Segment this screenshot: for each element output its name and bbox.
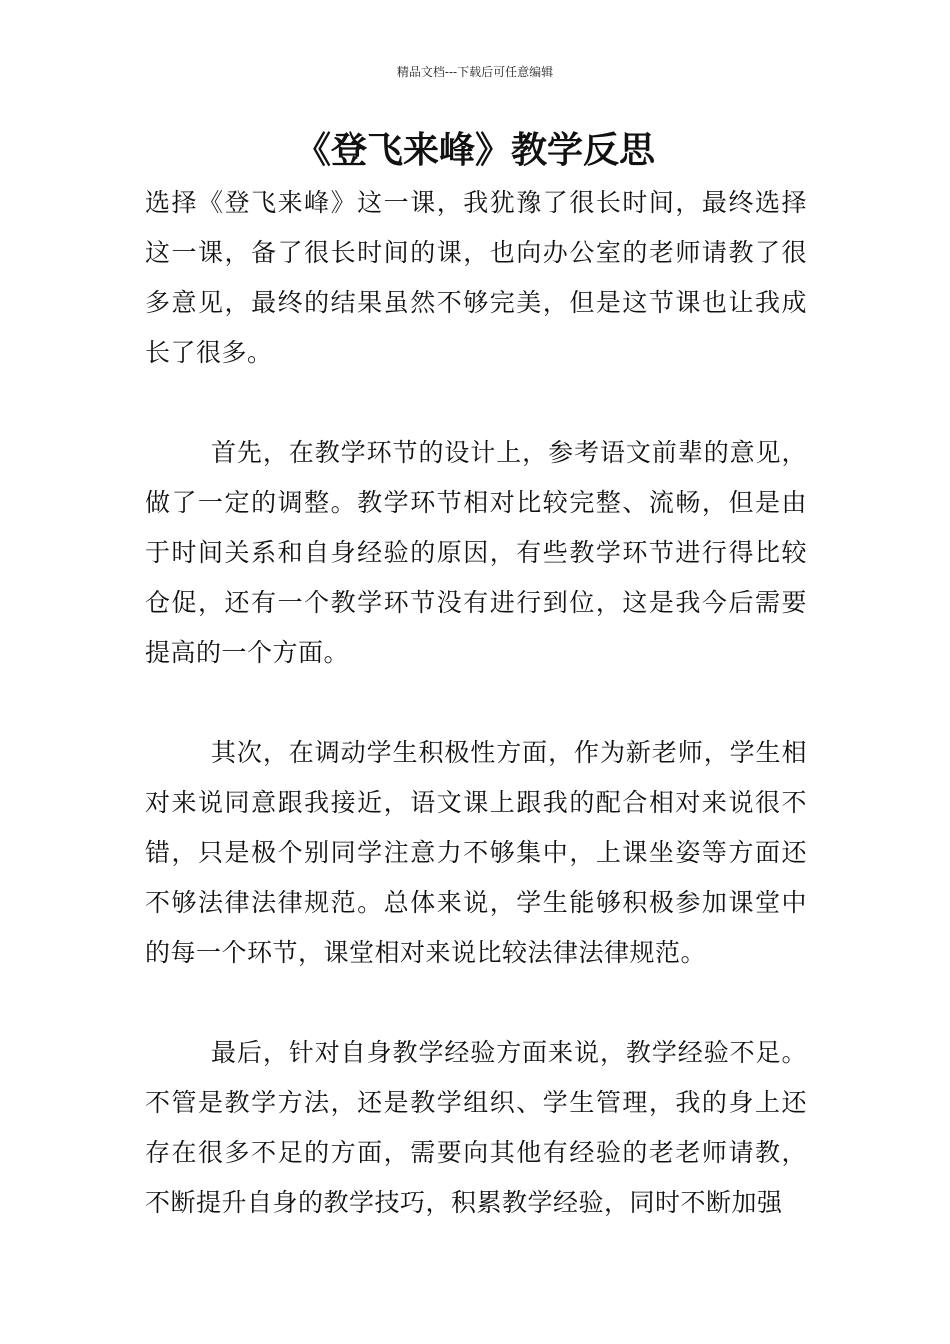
paragraph-gap (145, 978, 807, 1028)
page-header: 精品文档---下载后可任意编辑 (396, 65, 554, 79)
paragraph-4: 最后，针对自身教学经验方面来说，教学经验不足。不管是教学方法，还是教学组织、学生管理，我的身上还存在很多不足的方面，需要向其他有经验的老老师请教，不断提升自身的教学技巧，积累教学经验，同时不断加强 (145, 1038, 807, 1217)
document-title: 《登飞来峰》教学反思 (294, 130, 655, 171)
paragraph-1: 选择《登飞来峰》这一课，我犹豫了很长时间，最终选择这一课，备了很长时间的课，也向办公室的老师请教了很多意见，最终的结果虽然不够完美，但是这节课也让我成长了很多。 (145, 188, 807, 367)
paragraph-gap (145, 378, 807, 428)
paragraph-gap (145, 678, 807, 728)
paragraph-2: 首先，在教学环节的设计上，参考语文前辈的意见，做了一定的调整。教学环节相对比较完整、流畅，但是由于时间关系和自身经验的原因，有些教学环节进行得比较仓促，还有一个教学环节没有进行到位，这是我今后需要提高的一个方面。 (145, 438, 807, 667)
paragraph-3: 其次，在调动学生积极性方面，作为新老师，学生相对来说同意跟我接近，语文课上跟我的配合相对来说很不错，只是极个别同学注意力不够集中，上课坐姿等方面还不够法律法律规范。总体来说，学生能够积极参加课堂中的每一个环节，课堂相对来说比较法律法律规范。 (145, 738, 807, 967)
document-body (145, 178, 807, 1228)
